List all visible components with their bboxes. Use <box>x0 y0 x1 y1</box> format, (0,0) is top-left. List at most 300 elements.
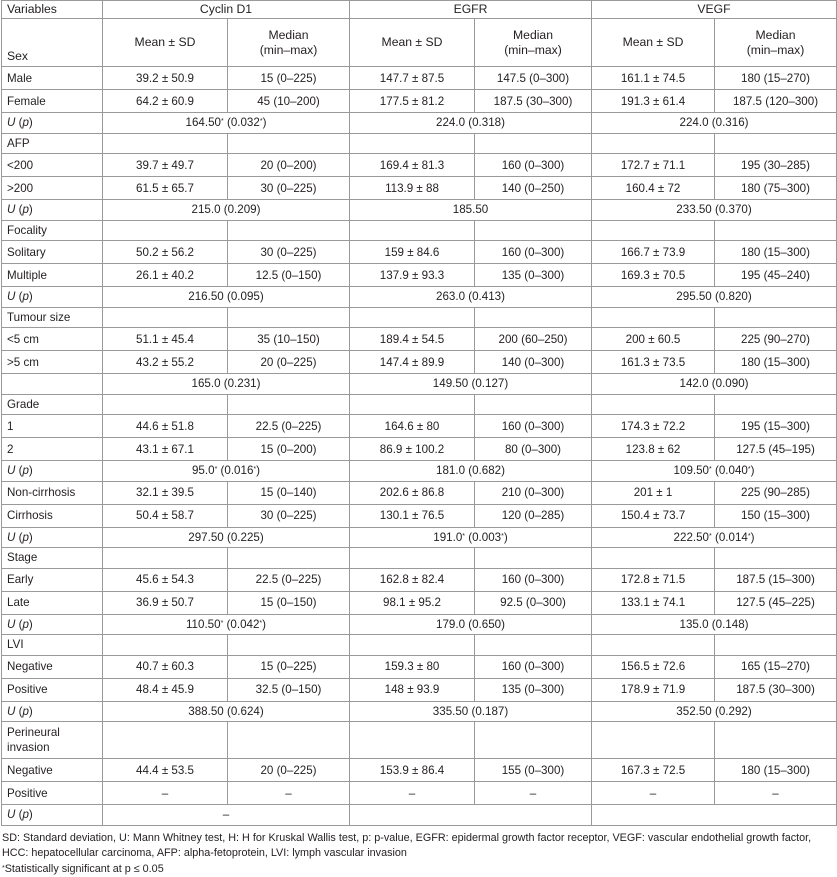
value-cell: 162.8 ± 82.4 <box>350 568 475 591</box>
value-cell: 127.5 (45–225) <box>715 591 837 614</box>
stat-row <box>2 614 837 635</box>
section-title-sex: Sex <box>2 19 103 67</box>
value-cell: 159.3 ± 80 <box>350 655 475 678</box>
stat-label-u: U <box>7 203 15 216</box>
variables-header: Variables <box>2 1 103 19</box>
stat-value: 233.50 (0.370) <box>592 200 837 221</box>
empty-cell <box>103 220 228 241</box>
stat-row <box>2 287 837 308</box>
value-cell: 64.2 ± 60.9 <box>103 90 228 113</box>
stat-row <box>2 200 837 221</box>
data-table <box>1 0 837 826</box>
empty-cell <box>350 722 475 759</box>
stat-label-paren: ( <box>15 531 22 544</box>
value-cell: 30 (0–225) <box>228 177 350 200</box>
value-cell: 15 (0–140) <box>228 481 350 504</box>
stat-value: 185.50 <box>350 200 592 221</box>
value-cell: 180 (15–270) <box>715 67 837 90</box>
value-cell: 135 (0–300) <box>475 264 592 287</box>
value-cell: 150.4 ± 73.7 <box>592 504 715 527</box>
value-cell: 140 (0–250) <box>475 177 592 200</box>
stat-row <box>2 701 837 722</box>
empty-cell <box>715 635 837 656</box>
row-label: Negative <box>2 655 103 678</box>
empty-cell <box>103 394 228 415</box>
value-cell: 160 (0–300) <box>475 655 592 678</box>
stat-row <box>2 527 837 548</box>
stat-value: 297.50 (0.225) <box>103 527 350 548</box>
mean-sd-header: Mean ± SD <box>592 19 715 67</box>
significance-mark: * <box>215 466 218 473</box>
significance-mark: * <box>221 620 224 627</box>
stat-label-paren: ( <box>15 464 22 477</box>
value-cell: 92.5 (0–300) <box>475 591 592 614</box>
value-cell: 26.1 ± 40.2 <box>103 264 228 287</box>
value-cell: 159 ± 84.6 <box>350 241 475 264</box>
stat-value: – <box>103 805 350 826</box>
row-label: Positive <box>2 678 103 701</box>
value-cell: 43.2 ± 55.2 <box>103 351 228 374</box>
significance-mark: * <box>253 466 256 473</box>
value-cell: 140 (0–300) <box>475 351 592 374</box>
value-cell: 15 (0–225) <box>228 655 350 678</box>
empty-cell <box>592 722 715 759</box>
significance-mark: * <box>260 118 263 125</box>
value-cell: 30 (0–225) <box>228 504 350 527</box>
stat-value: 224.0 (0.316) <box>592 113 837 134</box>
empty-cell <box>715 220 837 241</box>
value-cell: 180 (75–300) <box>715 177 837 200</box>
value-cell: 45.6 ± 54.3 <box>103 568 228 591</box>
table-row <box>2 177 837 200</box>
section-title: Focality <box>2 220 103 241</box>
table-row <box>2 90 837 113</box>
value-cell: 51.1 ± 45.4 <box>103 328 228 351</box>
empty-cell <box>475 394 592 415</box>
section-title: LVI <box>2 635 103 656</box>
value-cell: 195 (45–240) <box>715 264 837 287</box>
value-cell: 210 (0–300) <box>475 481 592 504</box>
table-row <box>2 481 837 504</box>
stat-value: 295.50 (0.820) <box>592 287 837 308</box>
value-cell: 98.1 ± 95.2 <box>350 591 475 614</box>
value-cell: 147.7 ± 87.5 <box>350 67 475 90</box>
stat-value <box>350 805 592 826</box>
stat-value: 215.0 (0.209) <box>103 200 350 221</box>
median-header-line2: (min–max) <box>719 43 832 58</box>
value-cell: – <box>228 782 350 805</box>
stat-value: 335.50 (0.187) <box>350 701 592 722</box>
stat-value: 95.0* (0.016*) <box>103 461 350 482</box>
value-cell: 50.4 ± 58.7 <box>103 504 228 527</box>
empty-cell <box>103 635 228 656</box>
value-cell: 15 (0–150) <box>228 591 350 614</box>
value-cell: 15 (0–225) <box>228 67 350 90</box>
mean-sd-header: Mean ± SD <box>350 19 475 67</box>
section-title: Grade <box>2 394 103 415</box>
value-cell: 80 (0–300) <box>475 438 592 461</box>
value-cell: 177.5 ± 81.2 <box>350 90 475 113</box>
value-cell: 35 (10–150) <box>228 328 350 351</box>
stat-label-close: ) <box>29 705 33 718</box>
empty-cell <box>475 635 592 656</box>
stat-label-close: ) <box>29 203 33 216</box>
table-row <box>2 415 837 438</box>
stat-value: 222.50* (0.014*) <box>592 527 837 548</box>
row-label: Negative <box>2 759 103 782</box>
row-label: <200 <box>2 154 103 177</box>
stat-label-close: ) <box>29 618 33 631</box>
empty-cell <box>103 133 228 154</box>
empty-cell <box>228 133 350 154</box>
stat-label-p: p <box>22 464 28 477</box>
egfr-header: EGFR <box>350 1 592 19</box>
value-cell: 187.5 (15–300) <box>715 568 837 591</box>
median-header-line2: (min–max) <box>479 43 587 58</box>
value-cell: 172.7 ± 71.1 <box>592 154 715 177</box>
stat-label-u: U <box>7 618 15 631</box>
value-cell: 156.5 ± 72.6 <box>592 655 715 678</box>
value-cell: 32.5 (0–150) <box>228 678 350 701</box>
empty-cell <box>592 394 715 415</box>
empty-cell <box>592 220 715 241</box>
table-row <box>2 504 837 527</box>
section-title-row <box>2 722 837 759</box>
row-label: Positive <box>2 782 103 805</box>
section-title: Stage <box>2 548 103 569</box>
stat-value: 110.50* (0.042*) <box>103 614 350 635</box>
value-cell: 39.2 ± 50.9 <box>103 67 228 90</box>
value-cell: 50.2 ± 56.2 <box>103 241 228 264</box>
value-cell: 187.5 (30–300) <box>475 90 592 113</box>
empty-cell <box>715 722 837 759</box>
empty-cell <box>475 722 592 759</box>
value-cell: 127.5 (45–195) <box>715 438 837 461</box>
empty-cell <box>715 307 837 328</box>
header-row-columns <box>2 19 837 67</box>
stat-row <box>2 113 837 134</box>
table-row <box>2 568 837 591</box>
header-row-groups <box>2 1 837 19</box>
value-cell: 160 (0–300) <box>475 568 592 591</box>
value-cell: 39.7 ± 49.7 <box>103 154 228 177</box>
value-cell: 225 (90–285) <box>715 481 837 504</box>
empty-cell <box>592 548 715 569</box>
stat-label <box>2 805 103 826</box>
stat-label-p: p <box>22 531 28 544</box>
median-header <box>475 19 592 67</box>
value-cell: 180 (15–300) <box>715 241 837 264</box>
value-cell: – <box>715 782 837 805</box>
value-cell: 12.5 (0–150) <box>228 264 350 287</box>
stat-label-p: p <box>22 290 28 303</box>
stat-value: 149.50 (0.127) <box>350 374 592 395</box>
value-cell: 48.4 ± 45.9 <box>103 678 228 701</box>
value-cell: 135 (0–300) <box>475 678 592 701</box>
value-cell: 130.1 ± 76.5 <box>350 504 475 527</box>
value-cell: 20 (0–225) <box>228 759 350 782</box>
stat-label-close: ) <box>29 464 33 477</box>
table-row <box>2 351 837 374</box>
table-row <box>2 438 837 461</box>
value-cell: 166.7 ± 73.9 <box>592 241 715 264</box>
value-cell: 30 (0–225) <box>228 241 350 264</box>
row-label: Solitary <box>2 241 103 264</box>
significance-mark: * <box>501 533 504 540</box>
empty-cell <box>592 307 715 328</box>
value-cell: – <box>475 782 592 805</box>
stat-value: 224.0 (0.318) <box>350 113 592 134</box>
stat-row <box>2 805 837 826</box>
value-cell: 123.8 ± 62 <box>592 438 715 461</box>
empty-cell <box>350 133 475 154</box>
row-label: >5 cm <box>2 351 103 374</box>
value-cell: 167.3 ± 72.5 <box>592 759 715 782</box>
significance-text: Statistically significant at p ≤ 0.05 <box>5 863 164 875</box>
value-cell: 150 (15–300) <box>715 504 837 527</box>
mean-sd-header: Mean ± SD <box>103 19 228 67</box>
stat-label-paren: ( <box>15 618 22 631</box>
stat-label <box>2 287 103 308</box>
row-label: Male <box>2 67 103 90</box>
stat-value <box>592 805 837 826</box>
value-cell: 147.5 (0–300) <box>475 67 592 90</box>
value-cell: 44.4 ± 53.5 <box>103 759 228 782</box>
empty-cell <box>475 307 592 328</box>
stat-value: 109.50* (0.040*) <box>592 461 837 482</box>
significance-footnote <box>2 862 832 877</box>
median-header-line2: (min–max) <box>232 43 345 58</box>
stat-label-p: p <box>22 116 28 129</box>
stat-label-p: p <box>22 618 28 631</box>
value-cell: 32.1 ± 39.5 <box>103 481 228 504</box>
value-cell: 160.4 ± 72 <box>592 177 715 200</box>
value-cell: 178.9 ± 71.9 <box>592 678 715 701</box>
table-row <box>2 67 837 90</box>
stat-value: 165.0 (0.231) <box>103 374 350 395</box>
stat-value: 263.0 (0.413) <box>350 287 592 308</box>
row-label: <5 cm <box>2 328 103 351</box>
empty-cell <box>715 548 837 569</box>
value-cell: 180 (15–300) <box>715 351 837 374</box>
empty-cell <box>592 635 715 656</box>
value-cell: 160 (0–300) <box>475 415 592 438</box>
stat-row <box>2 461 837 482</box>
value-cell: 153.9 ± 86.4 <box>350 759 475 782</box>
cyclin-d1-header: Cyclin D1 <box>103 1 350 19</box>
value-cell: 147.4 ± 89.9 <box>350 351 475 374</box>
empty-cell <box>228 635 350 656</box>
empty-cell <box>475 548 592 569</box>
stat-value: 191.0* (0.003*) <box>350 527 592 548</box>
value-cell: 61.5 ± 65.7 <box>103 177 228 200</box>
stat-row <box>2 374 837 395</box>
stat-label-p: p <box>22 808 28 821</box>
value-cell: 174.3 ± 72.2 <box>592 415 715 438</box>
row-label: 1 <box>2 415 103 438</box>
median-header-line1: Median <box>719 28 832 43</box>
row-label: Cirrhosis <box>2 504 103 527</box>
stat-label-paren: ( <box>15 203 22 216</box>
empty-cell <box>103 548 228 569</box>
vegf-header: VEGF <box>592 1 837 19</box>
value-cell: 191.3 ± 61.4 <box>592 90 715 113</box>
value-cell: 200 (60–250) <box>475 328 592 351</box>
stat-value: 135.0 (0.148) <box>592 614 837 635</box>
stat-label-u: U <box>7 464 15 477</box>
significance-mark: * <box>259 620 262 627</box>
value-cell: – <box>350 782 475 805</box>
stat-label-paren: ( <box>15 290 22 303</box>
table-row <box>2 154 837 177</box>
table-row <box>2 591 837 614</box>
value-cell: 120 (0–285) <box>475 504 592 527</box>
stat-value: 181.0 (0.682) <box>350 461 592 482</box>
abbreviations-footnote: SD: Standard deviation, U: Mann Whitney test, H: H for Kruskal Wallis test, p: p-value, EGFR: epidermal growth factor receptor, VEGF: vascular endothelial growth factor, HCC: hepatocellular carcinoma, AFP: alpha-fetoprotein, LVI: lymph vascular invasion <box>2 831 832 862</box>
value-cell: 45 (10–200) <box>228 90 350 113</box>
empty-cell <box>592 133 715 154</box>
empty-cell <box>228 394 350 415</box>
significance-mark: * <box>709 533 712 540</box>
stat-label <box>2 374 103 395</box>
empty-cell <box>475 220 592 241</box>
value-cell: 161.1 ± 74.5 <box>592 67 715 90</box>
stat-value: 352.50 (0.292) <box>592 701 837 722</box>
value-cell: 195 (15–300) <box>715 415 837 438</box>
value-cell: 137.9 ± 93.3 <box>350 264 475 287</box>
section-title-row <box>2 635 837 656</box>
value-cell: 86.9 ± 100.2 <box>350 438 475 461</box>
stat-label <box>2 461 103 482</box>
significance-mark: * <box>748 533 751 540</box>
empty-cell <box>715 133 837 154</box>
section-title: Perineural invasion <box>2 722 103 759</box>
stat-value: 164.50* (0.032*) <box>103 113 350 134</box>
value-cell: 164.6 ± 80 <box>350 415 475 438</box>
value-cell: 169.3 ± 70.5 <box>592 264 715 287</box>
section-title: AFP <box>2 133 103 154</box>
value-cell: 201 ± 1 <box>592 481 715 504</box>
stat-label <box>2 614 103 635</box>
empty-cell <box>350 548 475 569</box>
stat-label-close: ) <box>29 116 33 129</box>
value-cell: 195 (30–285) <box>715 154 837 177</box>
table-row <box>2 241 837 264</box>
value-cell: – <box>103 782 228 805</box>
section-title-row <box>2 394 837 415</box>
stat-label-close: ) <box>29 808 33 821</box>
stat-label-close: ) <box>29 531 33 544</box>
median-header <box>715 19 837 67</box>
value-cell: 20 (0–225) <box>228 351 350 374</box>
significance-mark: * <box>221 118 224 125</box>
significance-mark: * <box>709 466 712 473</box>
stat-label-u: U <box>7 531 15 544</box>
empty-cell <box>715 394 837 415</box>
row-label: Late <box>2 591 103 614</box>
value-cell: 161.3 ± 73.5 <box>592 351 715 374</box>
value-cell: 202.6 ± 86.8 <box>350 481 475 504</box>
value-cell: 165 (15–270) <box>715 655 837 678</box>
value-cell: 148 ± 93.9 <box>350 678 475 701</box>
row-label: Non-cirrhosis <box>2 481 103 504</box>
stat-value: 388.50 (0.624) <box>103 701 350 722</box>
value-cell: 160 (0–300) <box>475 154 592 177</box>
value-cell: 133.1 ± 74.1 <box>592 591 715 614</box>
row-label: >200 <box>2 177 103 200</box>
table-row <box>2 678 837 701</box>
stat-label <box>2 200 103 221</box>
section-title-row <box>2 548 837 569</box>
stat-label-p: p <box>22 203 28 216</box>
value-cell: 22.5 (0–225) <box>228 568 350 591</box>
stat-label <box>2 113 103 134</box>
row-label: 2 <box>2 438 103 461</box>
empty-cell <box>228 220 350 241</box>
value-cell: 22.5 (0–225) <box>228 415 350 438</box>
empty-cell <box>103 307 228 328</box>
stat-label-u: U <box>7 290 15 303</box>
value-cell: 155 (0–300) <box>475 759 592 782</box>
stat-label-p: p <box>22 705 28 718</box>
value-cell: 113.9 ± 88 <box>350 177 475 200</box>
value-cell: 20 (0–200) <box>228 154 350 177</box>
stat-value: 216.50 (0.095) <box>103 287 350 308</box>
empty-cell <box>350 220 475 241</box>
empty-cell <box>350 394 475 415</box>
empty-cell <box>228 548 350 569</box>
stat-label-paren: ( <box>15 116 22 129</box>
asterisk-mark: * <box>2 865 5 872</box>
value-cell: – <box>592 782 715 805</box>
table-row <box>2 328 837 351</box>
stat-label-paren: ( <box>15 808 22 821</box>
value-cell: 169.4 ± 81.3 <box>350 154 475 177</box>
stat-label-u: U <box>7 705 15 718</box>
stat-label-u: U <box>7 116 15 129</box>
table-row <box>2 655 837 678</box>
value-cell: 187.5 (30–300) <box>715 678 837 701</box>
value-cell: 36.9 ± 50.7 <box>103 591 228 614</box>
value-cell: 180 (15–300) <box>715 759 837 782</box>
median-header <box>228 19 350 67</box>
value-cell: 43.1 ± 67.1 <box>103 438 228 461</box>
stat-label <box>2 701 103 722</box>
median-header-line1: Median <box>232 28 345 43</box>
stat-label-paren: ( <box>15 705 22 718</box>
stat-value: 179.0 (0.650) <box>350 614 592 635</box>
table-body <box>2 19 837 826</box>
value-cell: 187.5 (120–300) <box>715 90 837 113</box>
stat-value: 142.0 (0.090) <box>592 374 837 395</box>
section-title-row <box>2 133 837 154</box>
empty-cell <box>475 133 592 154</box>
value-cell: 40.7 ± 60.3 <box>103 655 228 678</box>
table-row <box>2 782 837 805</box>
row-label: Female <box>2 90 103 113</box>
value-cell: 200 ± 60.5 <box>592 328 715 351</box>
section-title: Tumour size <box>2 307 103 328</box>
empty-cell <box>228 722 350 759</box>
section-title-row <box>2 307 837 328</box>
stat-label <box>2 527 103 548</box>
value-cell: 15 (0–200) <box>228 438 350 461</box>
table-row <box>2 759 837 782</box>
median-header-line1: Median <box>479 28 587 43</box>
empty-cell <box>350 635 475 656</box>
significance-mark: * <box>462 533 465 540</box>
value-cell: 44.6 ± 51.8 <box>103 415 228 438</box>
